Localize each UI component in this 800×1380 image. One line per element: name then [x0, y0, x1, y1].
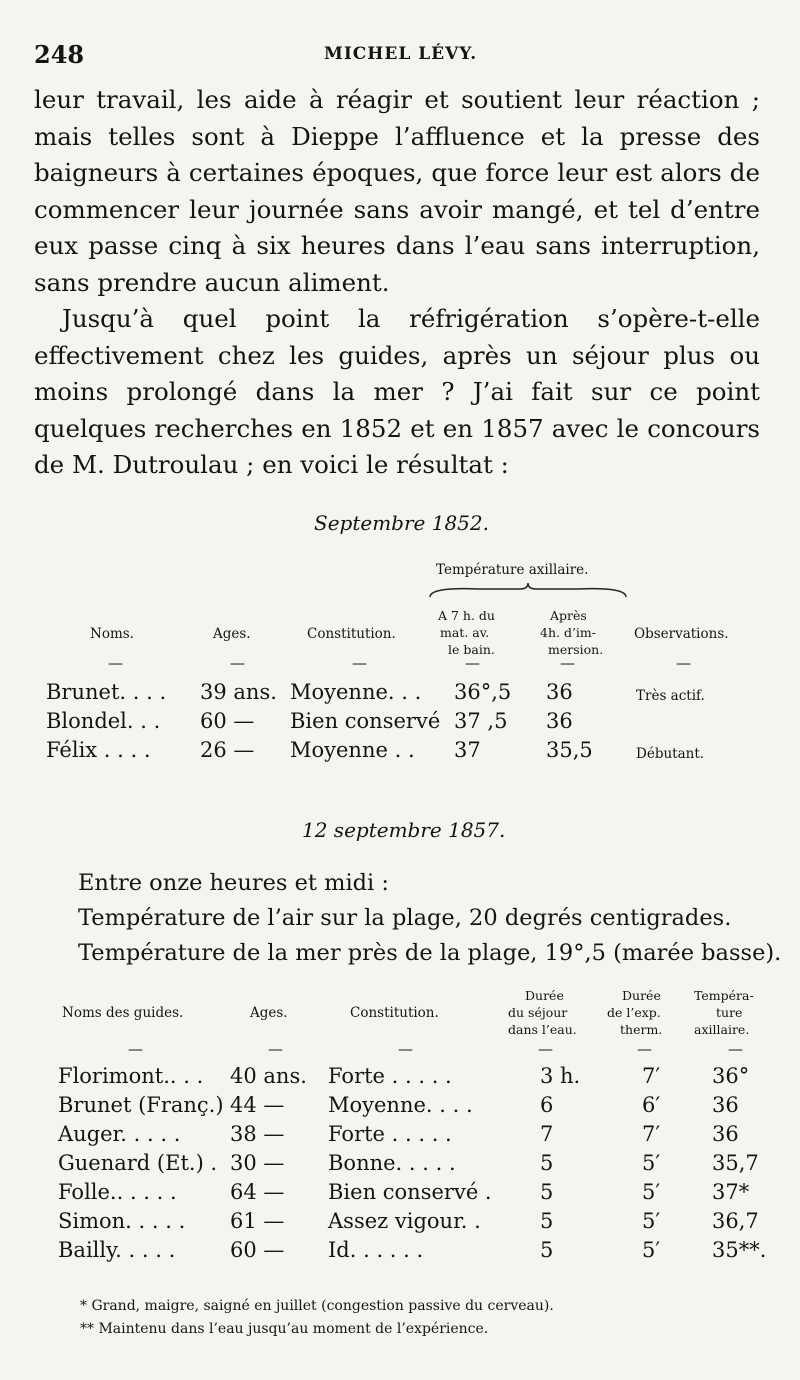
table1-brace: [428, 583, 628, 603]
table2-cell-temp: 36°: [712, 1064, 750, 1088]
table1-cell-temp-before: 37 ,5: [454, 709, 508, 733]
table2-cell-duration: 6: [540, 1093, 554, 1117]
rule-dash: —: [676, 654, 691, 672]
table2-cell-duration: 5: [540, 1209, 554, 1233]
table1-cell-temp-before: 36°,5: [454, 680, 512, 704]
table2-cell-temp: 36,7: [712, 1209, 759, 1233]
table2-cell-constitution: Assez vigour. .: [328, 1209, 481, 1233]
table2-cell-exposure: 5′: [642, 1151, 661, 1175]
table2-cell-temp: 35**.: [712, 1238, 767, 1262]
table2-header-temp-1: Tempéra-: [694, 988, 754, 1003]
table1-cell-constitution: Moyenne. . .: [290, 680, 422, 704]
table2-header-ages: Ages.: [250, 1005, 288, 1021]
table2-header-temp-3: axillaire.: [694, 1022, 750, 1037]
table2-cell-duration: 5: [540, 1151, 554, 1175]
running-head: MICHEL LÉVY.: [324, 44, 478, 64]
page-number: 248: [34, 40, 85, 69]
table2-cell-duration: 7: [540, 1122, 554, 1146]
table2-cell-constitution: Bonne. . . . .: [328, 1151, 456, 1175]
page-header: [34, 40, 766, 80]
table1-cell-observation: Débutant.: [636, 746, 705, 762]
table2-cell-exposure: 5′: [642, 1209, 661, 1233]
table2-intro-air: Température de l’air sur la plage, 20 degrés centigrades.: [78, 905, 732, 931]
table2-cell-age: 64 —: [230, 1180, 285, 1204]
table2-cell-name: Simon. . . . .: [58, 1209, 186, 1233]
table2-cell-exposure: 7′: [642, 1122, 661, 1146]
table1-cell-observation: Très actif.: [636, 688, 705, 704]
table2-cell-name: Folle.. . . . .: [58, 1180, 177, 1204]
table1-header-names: Noms.: [90, 626, 134, 642]
table2-cell-temp: 36: [712, 1122, 739, 1146]
table2-cell-temp: 35,7: [712, 1151, 759, 1175]
table1-title: Septembre 1852.: [314, 511, 489, 535]
table2-cell-constitution: Id. . . . . .: [328, 1238, 424, 1262]
table2-intro-time: Entre onze heures et midi :: [78, 870, 389, 896]
table2-cell-constitution: Moyenne. . . .: [328, 1093, 473, 1117]
table1-cell-temp-before: 37: [454, 738, 481, 762]
table2-cell-age: 60 —: [230, 1238, 285, 1262]
table2-cell-age: 61 —: [230, 1209, 285, 1233]
table2-cell-exposure: 5′: [642, 1180, 661, 1204]
rule-dash: —: [352, 654, 367, 672]
table1-cell-name: Blondel. . .: [46, 709, 161, 733]
rule-dash: —: [398, 1040, 413, 1058]
table2-cell-name: Florimont.. . .: [58, 1064, 204, 1088]
rule-dash: —: [108, 654, 123, 672]
rule-dash: —: [230, 654, 245, 672]
table1-header-before-3: le bain.: [448, 642, 495, 657]
table1-header-after-3: mersion.: [548, 642, 604, 657]
footnote-2: ** Maintenu dans l’eau jusqu’au moment de l’expérience.: [80, 1321, 489, 1337]
table2-title: 12 septembre 1857.: [302, 818, 506, 842]
table1-cell-temp-after: 36: [546, 680, 573, 704]
table2-cell-exposure: 5′: [642, 1238, 661, 1262]
table2-cell-constitution: Forte . . . . .: [328, 1064, 452, 1088]
table1-header-after-1: Après: [550, 608, 587, 623]
rule-dash: —: [538, 1040, 553, 1058]
table1-header-ages: Ages.: [213, 626, 251, 642]
table1-cell-name: Félix . . . .: [46, 738, 151, 762]
table1-header-after-2: 4h. d’im-: [540, 625, 596, 640]
table2-header-temp-2: ture: [716, 1005, 743, 1020]
table2-cell-name: Brunet (Franç.): [58, 1093, 224, 1117]
table1-header-observations: Observations.: [634, 626, 729, 642]
rule-dash: —: [128, 1040, 143, 1058]
table2-cell-age: 40 ans.: [230, 1064, 307, 1088]
table1-group-header: Température axillaire.: [436, 562, 589, 578]
table1-cell-name: Brunet. . . .: [46, 680, 167, 704]
table2-cell-age: 44 —: [230, 1093, 285, 1117]
table2-header-duration-2: du séjour: [508, 1005, 568, 1020]
table2-cell-name: Guenard (Et.) .: [58, 1151, 218, 1175]
table1-header-constitution: Constitution.: [307, 626, 396, 642]
table2-cell-age: 30 —: [230, 1151, 285, 1175]
table2-cell-name: Auger. . . . .: [58, 1122, 181, 1146]
table1-cell-age: 26 —: [200, 738, 255, 762]
rule-dash: —: [560, 654, 575, 672]
rule-dash: —: [465, 654, 480, 672]
body-text: [34, 82, 760, 484]
rule-dash: —: [637, 1040, 652, 1058]
table2-cell-temp: 37*: [712, 1180, 750, 1204]
footnote-1: * Grand, maigre, saigné en juillet (congestion passive du cerveau).: [80, 1298, 554, 1314]
table1-cell-age: 60 —: [200, 709, 255, 733]
table2-cell-constitution: Forte . . . . .: [328, 1122, 452, 1146]
table2-header-constitution: Constitution.: [350, 1005, 439, 1021]
table2-cell-duration: 5: [540, 1180, 554, 1204]
table2-cell-name: Bailly. . . . .: [58, 1238, 176, 1262]
table1-cell-constitution: Moyenne . .: [290, 738, 415, 762]
table2-cell-duration: 5: [540, 1238, 554, 1262]
table2-header-duration-3: dans l’eau.: [508, 1022, 577, 1037]
rule-dash: —: [268, 1040, 283, 1058]
table2-intro-sea: Température de la mer près de la plage, 19°,5 (marée basse).: [78, 940, 782, 966]
table1-header-before-2: mat. av.: [440, 625, 490, 640]
table2-cell-age: 38 —: [230, 1122, 285, 1146]
table2-cell-exposure: 7′: [642, 1064, 661, 1088]
table1-cell-temp-after: 36: [546, 709, 573, 733]
table1-header-before-1: A 7 h. du: [438, 608, 495, 623]
table1-cell-temp-after: 35,5: [546, 738, 593, 762]
table1-cell-constitution: Bien conservé: [290, 709, 441, 733]
rule-dash: —: [728, 1040, 743, 1058]
table2-header-names: Noms des guides.: [62, 1005, 184, 1021]
table2-cell-duration: 3 h.: [540, 1064, 581, 1088]
paragraph-1: leur travail, les aide à réagir et soutient leur réaction ; mais telles sont à Dieppe l’affluence et la presse des baigneurs à certaines époques, que force leur est alors de commencer leur journée sans avoir mangé, et tel d’entre eux passe cinq à six heures dans l’eau sans interruption, sans prendre aucun aliment.: [34, 85, 760, 297]
table1-cell-age: 39 ans.: [200, 680, 277, 704]
table2-header-exposure-3: therm.: [620, 1022, 663, 1037]
table2-header-duration-1: Durée: [525, 988, 564, 1003]
paragraph-2: Jusqu’à quel point la réfrigération s’opère-t-elle effectivement chez les guides, après un séjour plus ou moins prolongé dans la mer ? J’ai fait sur ce point quelques recherches en 1852 et en 1857 avec le concours de M. Dutroulau ; en voici le résultat :: [34, 304, 760, 479]
table2-cell-temp: 36: [712, 1093, 739, 1117]
table2-cell-exposure: 6′: [642, 1093, 661, 1117]
table2-header-exposure-1: Durée: [622, 988, 661, 1003]
table2-header-exposure-2: de l’exp.: [607, 1005, 661, 1020]
table2-cell-constitution: Bien conservé .: [328, 1180, 492, 1204]
